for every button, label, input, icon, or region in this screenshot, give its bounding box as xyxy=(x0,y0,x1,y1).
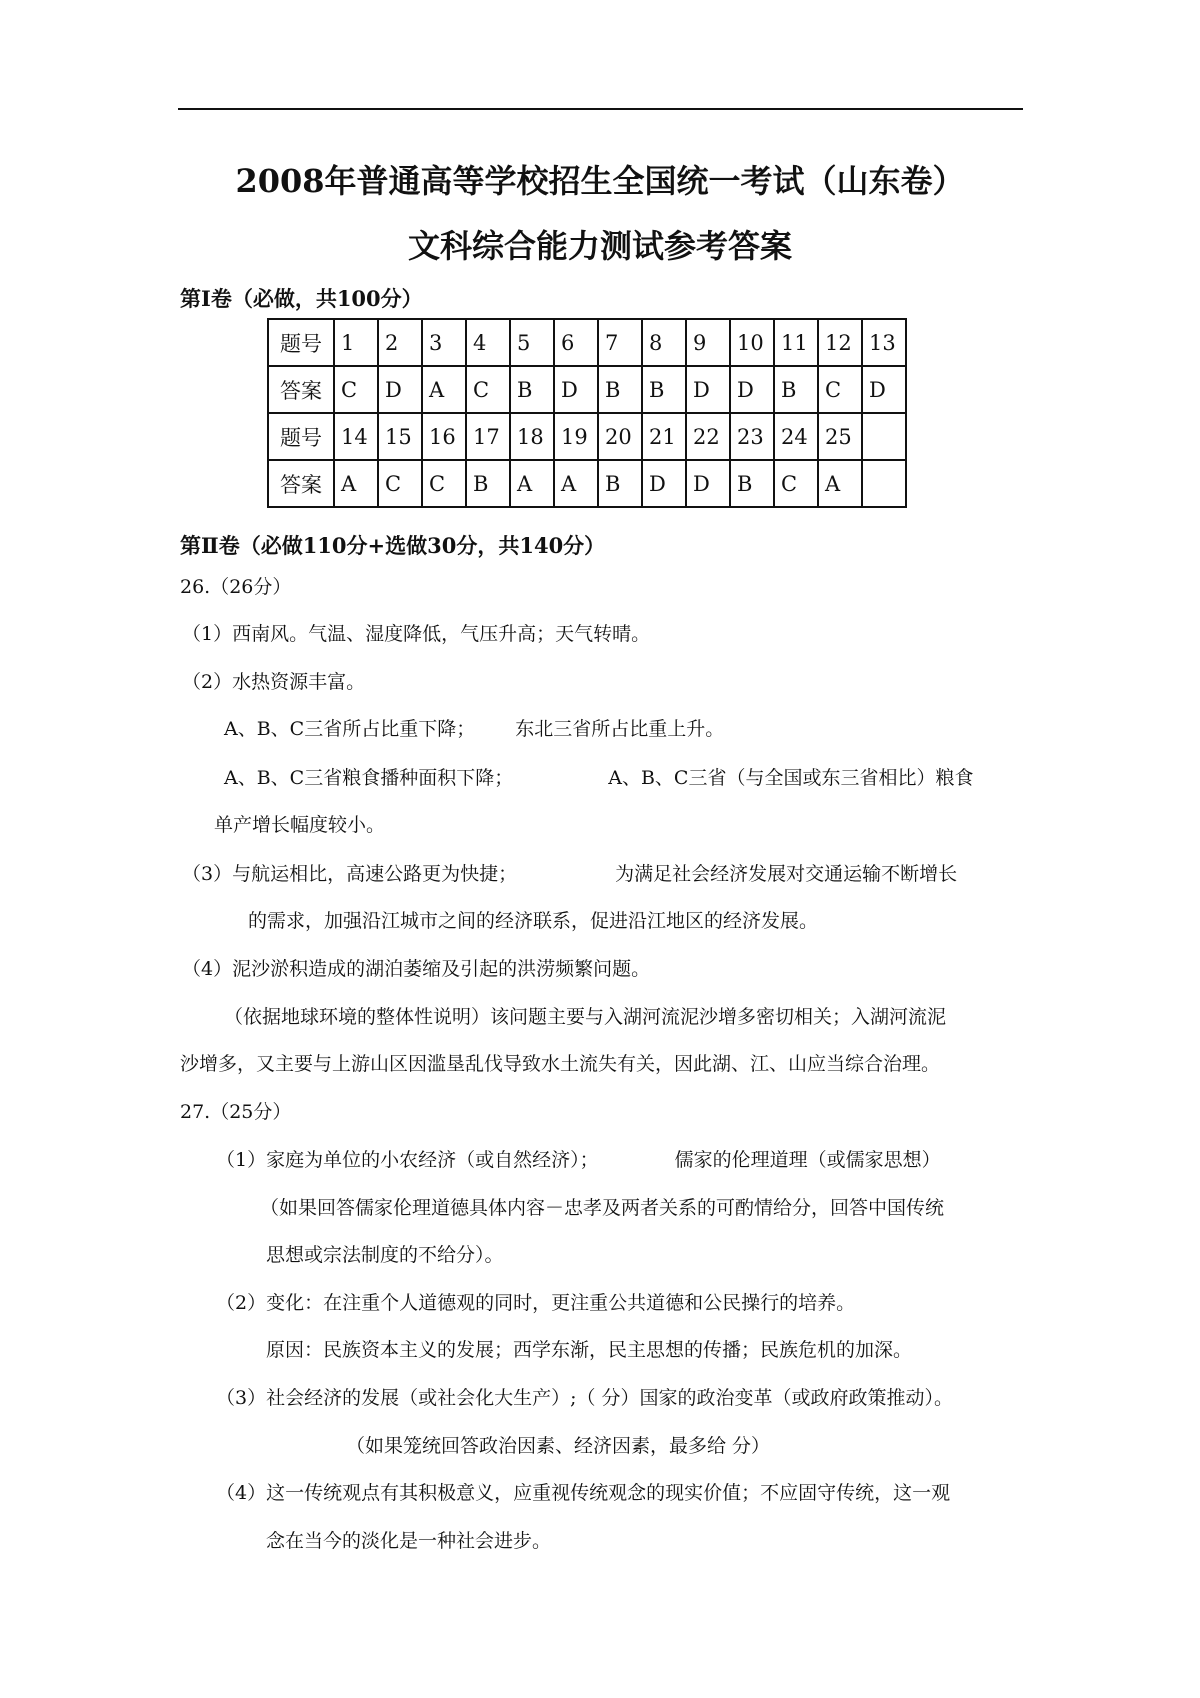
answer-cell: C xyxy=(818,366,862,413)
question-number-cell xyxy=(862,413,906,460)
q27-answer-4-line1: （4）这一传统观点有其积极意义，应重视传统观念的现实价值；不应固守传统，这一观 xyxy=(216,1482,951,1504)
answer-cell: A xyxy=(554,460,598,507)
q27-answer-3-line2: （如果笼统回答政治因素、经济因素，最多给 分） xyxy=(346,1435,771,1457)
question-number-cell: 3 xyxy=(422,319,466,366)
answer-cell: D xyxy=(686,460,730,507)
question-number-cell: 5 xyxy=(510,319,554,366)
answer-cell: C xyxy=(466,366,510,413)
q27-answer-1-line1 xyxy=(216,1148,941,1172)
question-number-cell: 10 xyxy=(730,319,774,366)
answer-key-table xyxy=(267,318,907,508)
question-number-cell: 1 xyxy=(334,319,378,366)
answer-cell: A xyxy=(422,366,466,413)
answer-row xyxy=(268,366,906,413)
question-number-cell: 25 xyxy=(818,413,862,460)
q27-answer-2-line1: （2）变化：在注重个人道德观的同时，更注重公共道德和公民操行的培养。 xyxy=(216,1292,856,1314)
answer-cell xyxy=(862,460,906,507)
answer-cell: D xyxy=(642,460,686,507)
question-number-row-label: 题号 xyxy=(268,413,334,460)
question-number-cell: 14 xyxy=(334,413,378,460)
answer-cell: D xyxy=(554,366,598,413)
q26-answer-2: （2）水热资源丰富。 xyxy=(182,671,366,693)
q26-answer-4-line3: 沙增多，又主要与上游山区因滥垦乱伐导致水土流失有关，因此湖、江、山应当综合治理。 xyxy=(180,1053,941,1075)
answer-cell: B xyxy=(774,366,818,413)
question-number-cell: 21 xyxy=(642,413,686,460)
question-number-cell: 4 xyxy=(466,319,510,366)
answer-cell: C xyxy=(774,460,818,507)
document-title: 2008年普通高等学校招生全国统一考试（山东卷） xyxy=(235,162,965,200)
question-number-cell: 11 xyxy=(774,319,818,366)
question-number-cell: 6 xyxy=(554,319,598,366)
answer-cell: A xyxy=(510,460,554,507)
q27-answer-2-line2: 原因：民族资本主义的发展；西学东渐，民主思想的传播；民族危机的加深。 xyxy=(266,1339,913,1361)
answer-cell: A xyxy=(818,460,862,507)
answer-cell: B xyxy=(598,460,642,507)
document-subtitle: 文科综合能力测试参考答案 xyxy=(407,227,792,265)
q27-answer-4-line2: 念在当今的淡化是一种社会进步。 xyxy=(266,1530,552,1552)
answer-cell: B xyxy=(598,366,642,413)
question-number-cell: 8 xyxy=(642,319,686,366)
part1-heading: 第Ⅰ卷（必做，共100分） xyxy=(180,286,423,311)
question-number-cell: 12 xyxy=(818,319,862,366)
answer-row-label: 答案 xyxy=(268,460,334,507)
question-number-row xyxy=(268,413,906,460)
question-number-cell: 2 xyxy=(378,319,422,366)
question-number-cell: 15 xyxy=(378,413,422,460)
q27-header: 27.（25分） xyxy=(180,1101,292,1123)
q26-answer-2-line2b: A、B、C三省（与全国或东三省相比）粮食 xyxy=(608,767,974,789)
answer-cell: D xyxy=(862,366,906,413)
answer-cell: D xyxy=(378,366,422,413)
q27-answer-1-line2: （如果回答儒家伦理道德具体内容－忠孝及两者关系的可酌情给分，回答中国传统 xyxy=(260,1197,945,1219)
q26-answer-2-line1 xyxy=(224,717,724,741)
answer-cell: B xyxy=(642,366,686,413)
q26-header: 26.（26分） xyxy=(180,576,292,598)
answer-cell: D xyxy=(730,366,774,413)
header-rule xyxy=(178,108,1023,110)
question-number-cell: 13 xyxy=(862,319,906,366)
q26-answer-2-line2 xyxy=(224,766,973,790)
question-number-row-label: 题号 xyxy=(268,319,334,366)
answer-cell: B xyxy=(510,366,554,413)
question-number-cell: 9 xyxy=(686,319,730,366)
q26-answer-3-line2: 的需求，加强沿江城市之间的经济联系，促进沿江地区的经济发展。 xyxy=(248,910,819,932)
q26-answer-3-line1a: （3）与航运相比，高速公路更为快捷； xyxy=(182,863,518,885)
answer-cell: A xyxy=(334,460,378,507)
q26-answer-2-line1b: 东北三省所占比重上升。 xyxy=(515,718,725,740)
q27-answer-1-line1b: 儒家的伦理道理（或儒家思想） xyxy=(674,1149,941,1171)
question-number-cell: 7 xyxy=(598,319,642,366)
question-number-cell: 24 xyxy=(774,413,818,460)
question-number-cell: 17 xyxy=(466,413,510,460)
q26-answer-2-line2a: A、B、C三省粮食播种面积下降； xyxy=(224,767,514,789)
question-number-cell: 18 xyxy=(510,413,554,460)
answer-cell: D xyxy=(686,366,730,413)
q26-answer-2-line1a: A、B、C三省所占比重下降； xyxy=(224,718,476,740)
question-number-row xyxy=(268,319,906,366)
question-number-cell: 19 xyxy=(554,413,598,460)
q27-answer-3-line1: （3）社会经济的发展（或社会化大生产）;（ 分）国家的政治变革（或政府政策推动）。 xyxy=(216,1387,954,1409)
answer-cell: C xyxy=(378,460,422,507)
answer-row-label: 答案 xyxy=(268,366,334,413)
answer-cell: C xyxy=(422,460,466,507)
answer-cell: B xyxy=(466,460,510,507)
q26-answer-3-line1 xyxy=(182,862,957,886)
answer-cell: C xyxy=(334,366,378,413)
q26-answer-1: （1）西南风。气温、湿度降低，气压升高；天气转晴。 xyxy=(182,623,651,645)
question-number-cell: 23 xyxy=(730,413,774,460)
q26-answer-4-line2: （依据地球环境的整体性说明）该问题主要与入湖河流泥沙增多密切相关；入湖河流泥 xyxy=(224,1006,947,1028)
question-number-cell: 16 xyxy=(422,413,466,460)
answer-cell: B xyxy=(730,460,774,507)
q26-answer-3-line1b: 为满足社会经济发展对交通运输不断增长 xyxy=(615,863,958,885)
q27-answer-1-line1a: （1）家庭为单位的小农经济（或自然经济）； xyxy=(216,1149,599,1171)
q26-answer-2-line3: 单产增长幅度较小。 xyxy=(214,814,386,836)
q26-answer-4-line1: （4）泥沙淤积造成的湖泊萎缩及引起的洪涝频繁问题。 xyxy=(182,958,651,980)
q27-answer-1-line3: 思想或宗法制度的不给分）。 xyxy=(266,1244,504,1266)
part2-heading: 第Ⅱ卷（必做110分+选做30分，共140分） xyxy=(180,533,606,558)
answer-row xyxy=(268,460,906,507)
question-number-cell: 20 xyxy=(598,413,642,460)
question-number-cell: 22 xyxy=(686,413,730,460)
